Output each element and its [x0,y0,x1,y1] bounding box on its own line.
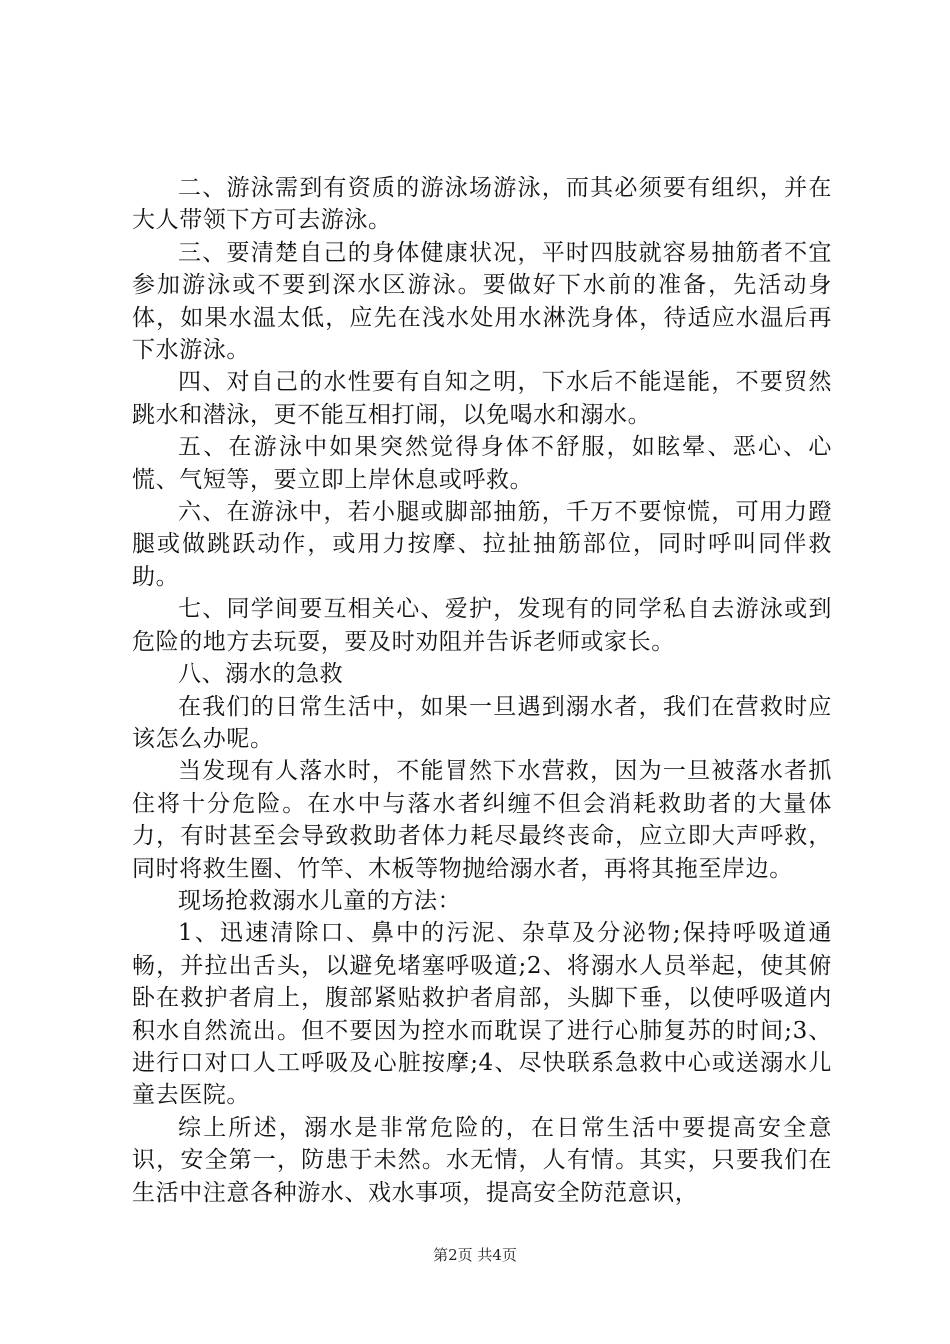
paragraph-method-heading: 现场抢救溺水儿童的方法： [178,887,462,914]
page-number: 第2页 共4页 [433,1246,517,1264]
paragraph-conclusion: 综上所述，溺水是非常危险的，在日常生活中要提高安全意识，安全第一，防患于未然。水无情，人有情。其实，只要我们在生活中注意各种游水、戏水事项，提高安全防范意识， [132,1114,832,1206]
paragraph-method-steps: 1、迅速清除口、鼻中的污泥、杂草及分泌物;保持呼吸道通畅，并拉出舌头，以避免堵塞呼吸道;2、将溺水人员举起，使其俯卧在救护者肩上，腹部紧贴救护者肩部，头脚下垂，以使呼吸道内积水自然流出。但不要因为控水而耽误了进行心肺复苏的时间;3、进行口对口人工呼吸及心脏按摩;4、尽快联系急救中心或送溺水儿童去医院。 [132,920,832,1109]
paragraph-rule-7: 七、同学间要互相关心、爱护，发现有的同学私自去游泳或到危险的地方去玩耍，要及时劝阻并告诉老师或家长。 [132,596,832,655]
paragraph-rule-6: 六、在游泳中，若小腿或脚部抽筋，千万不要惊慌，可用力蹬腿或做跳跃动作，或用力按摩、拉扯抽筋部位，同时呼叫同伴救助。 [132,499,832,590]
paragraph-rule-3: 三、要清楚自己的身体健康状况，平时四肢就容易抽筋者不宜参加游泳或不要到深水区游泳。要做好下水前的准备，先活动身体，如果水温太低，应先在浅水处用水淋洗身体，待适应水温后再下水游泳。 [132,239,832,364]
paragraph-rule-5: 五、在游泳中如果突然觉得身体不舒服，如眩晕、恶心、心慌、气短等，要立即上岸休息或呼救。 [132,434,832,493]
document-body [132,172,832,1209]
section-heading-first-aid: 八、溺水的急救 [178,661,344,688]
paragraph-rule-2: 二、游泳需到有资质的游泳场游泳，而其必须要有组织，并在大人带领下方可去游泳。 [132,175,832,234]
paragraph-rescue-advice: 当发现有人落水时，不能冒然下水营救，因为一旦被落水者抓住将十分危险。在水中与落水者纠缠不但会消耗救助者的大量体力，有时甚至会导致救助者体力耗尽最终丧命，应立即大声呼救，同时将救生圈、竹竿、木板等物抛给溺水者，再将其拖至岸边。 [132,758,832,882]
paragraph-rule-4: 四、对自己的水性要有自知之明，下水后不能逞能，不要贸然跳水和潜泳，更不能互相打闹，以免喝水和溺水。 [132,369,832,428]
paragraph-rescue-question: 在我们的日常生活中，如果一旦遇到溺水者，我们在营救时应该怎么办呢。 [132,693,832,752]
